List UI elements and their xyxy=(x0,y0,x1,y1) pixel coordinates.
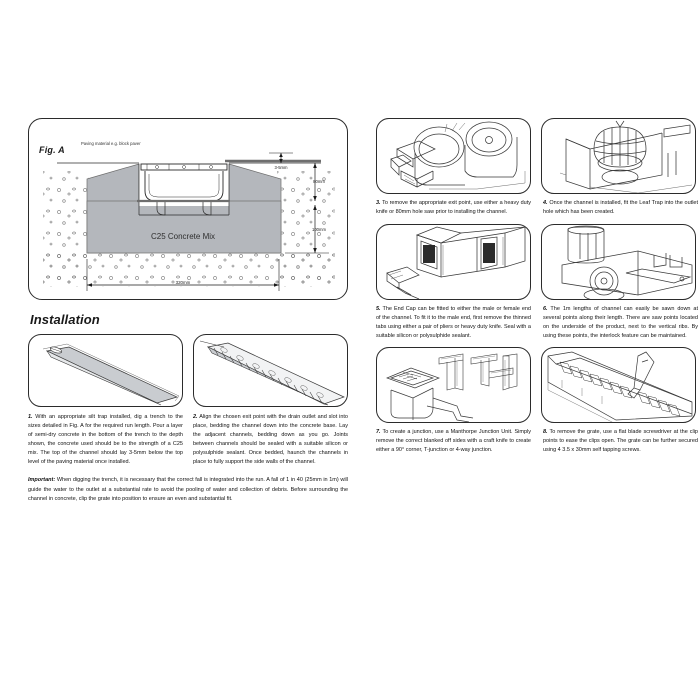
step-3-text: To remove the appropriate exit point, use either a heavy duty knife or 80mm hole saw prior to installing the channel. xyxy=(376,200,531,215)
step-2-number: 2. xyxy=(193,414,198,420)
step-2 xyxy=(193,413,348,466)
steps-row-3 xyxy=(376,305,698,341)
dimension-top-gap: 3-5mm xyxy=(274,165,288,170)
steps-row-2 xyxy=(376,199,698,217)
important-text: When digging the trench, it is necessary that the correct fall is integrated into the run. A fall of 1 in 40 (25mm in 1m) will guide the water to the outlet at a substantial rate to avoid the pooling of water and collection of debris. Before surrounding the channel in concrete, clip the grate into position to ensure an even and substantial fit. xyxy=(28,477,348,502)
illustration-row-2 xyxy=(376,118,698,194)
steps-row-1 xyxy=(28,413,348,466)
group-steps-5-6 xyxy=(376,224,698,341)
step-8-text: To remove the grate, use a flat blade screwdriver at the clip points to ease the clips open. The grate can be further secured using 4 3.5 x 30mm self tapping screws. xyxy=(543,429,698,454)
paving-material-note: Paving material e.g. block paver xyxy=(81,141,141,146)
step-2-text: Align the chosen exit point with the drain outlet and slot into place, bedding the channel down into the concrete base. Lay the adjacent channels, bedding down as you go. Joints between channels should be sealed with a suitable silicon or polysulphide sealant. Once bedded, haunch the channels in place to fully support the side walls of the channel. xyxy=(193,414,348,465)
step-1-text: With an appropriate silt trap installed, dig a trench to the sizes detailed in Fig. A for the required run length. Pour a layer of semi-dry concrete in the bottom of the trench to the depth shown, the concrete used should be to the strength of a C25 mix. The top of the channel should lay 3-5mm below the top level of the paving material once installed. xyxy=(28,414,183,465)
grated-channel-drawing xyxy=(194,335,348,407)
step-7 xyxy=(376,428,531,455)
step-6-number: 6. xyxy=(543,305,548,312)
left-column xyxy=(28,118,348,504)
illustration-step-8 xyxy=(541,347,696,423)
saw-points-drawing xyxy=(542,225,696,300)
step-1-number: 1. xyxy=(28,414,33,420)
step-3 xyxy=(376,199,531,217)
illustration-step-5 xyxy=(376,224,531,300)
step-4 xyxy=(543,199,698,217)
illustration-step-2 xyxy=(193,334,348,407)
illustration-row-3 xyxy=(376,224,698,300)
end-cap-drawing xyxy=(377,225,531,300)
leaf-trap-drawing xyxy=(542,119,696,194)
step-3-number: 3. xyxy=(376,200,381,206)
figure-a-cross-section-drawing xyxy=(29,119,348,300)
step-8 xyxy=(543,428,698,455)
illustration-row-4 xyxy=(376,347,698,423)
illustration-step-7 xyxy=(376,347,531,423)
step-7-text: To create a junction, use a Manthorpe Junction Unit. Simply remove the correct blanked off sides with a craft knife to create either a 90° corner, T-junction or 4-way junction. xyxy=(376,429,531,454)
instruction-sheet xyxy=(28,118,698,504)
junction-unit-drawing xyxy=(377,348,531,423)
illustration-step-6 xyxy=(541,224,696,300)
important-note xyxy=(28,476,348,503)
illustration-row-1 xyxy=(28,334,348,407)
group-steps-7-8 xyxy=(376,347,698,455)
two-column-layout xyxy=(28,118,698,504)
step-6 xyxy=(543,305,698,341)
figure-a-panel xyxy=(28,118,348,300)
step-4-text: Once the channel is installed, fit the Leaf Trap into the outlet hole which has been created. xyxy=(543,200,698,215)
step-4-number: 4. xyxy=(543,200,548,206)
steps-row-4 xyxy=(376,428,698,455)
dimension-concrete-depth: 100mm xyxy=(312,227,326,232)
step-1 xyxy=(28,413,183,466)
grate-removal-drawing xyxy=(542,348,696,423)
dimension-channel-depth: 80mm xyxy=(313,179,325,184)
illustration-step-3 xyxy=(376,118,531,194)
dimension-overall-width: 320mm xyxy=(175,280,191,285)
illustration-step-1 xyxy=(28,334,183,407)
important-label: Important: xyxy=(28,477,56,484)
step-5-text: The End Cap can be fitted to either the male or female end of the channel. To fit it to the male end, first remove the thinned tabs using either a pair of pliers or heavy duty knife. Seal with a suitable silicon or polysulphide sealant. xyxy=(376,305,531,339)
step-5 xyxy=(376,305,531,341)
trench-channel-drawing xyxy=(29,335,183,407)
concrete-mix-label: C25 Concrete Mix xyxy=(150,232,216,241)
step-7-number: 7. xyxy=(376,429,381,436)
right-column xyxy=(376,118,698,504)
installation-heading: Installation xyxy=(30,312,100,327)
group-steps-3-4 xyxy=(376,118,698,217)
exit-point-removal-drawing xyxy=(377,119,531,194)
step-5-number: 5. xyxy=(376,305,381,312)
illustration-step-4 xyxy=(541,118,696,194)
step-8-number: 8. xyxy=(543,429,548,436)
figure-a-label: Fig. A xyxy=(39,145,65,155)
step-6-text: The 1m lengths of channel can easily be sawn down at several points along their length. There are saw points located on the underside of the product, next to the vertical ribs. By using these points, the interlock feature can be maintained. xyxy=(543,305,698,339)
